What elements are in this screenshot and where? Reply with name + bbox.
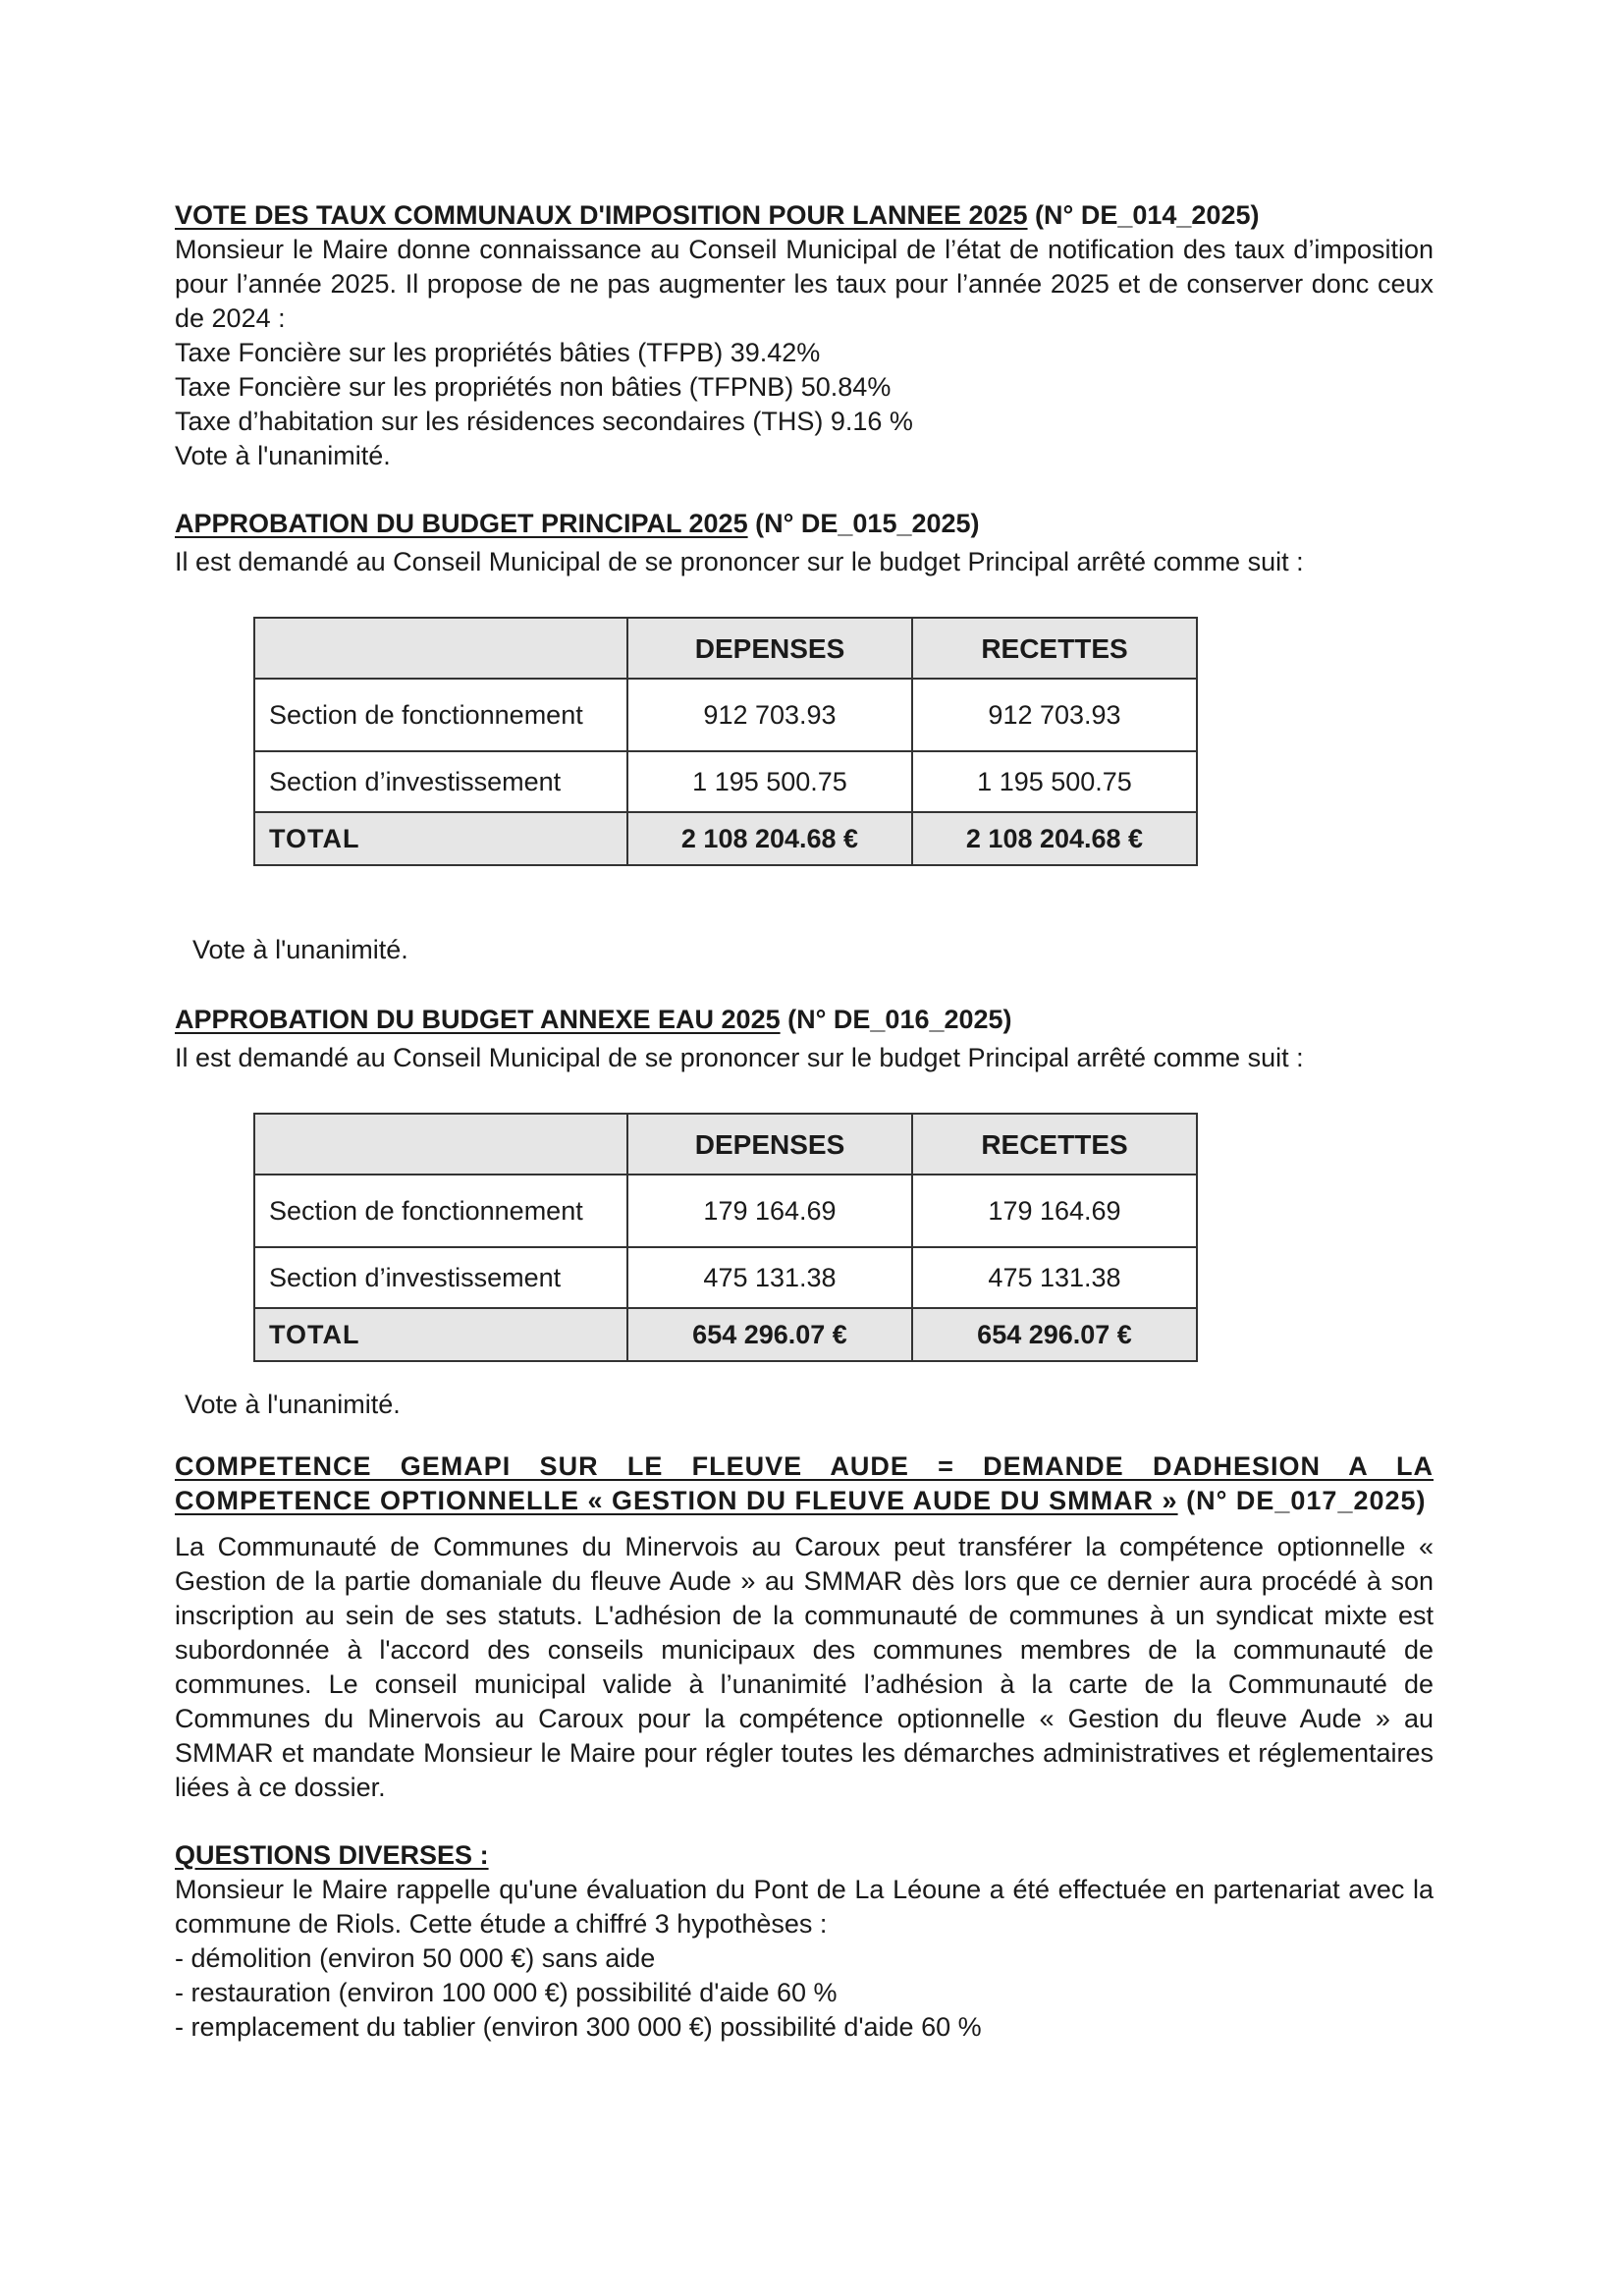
row-label: Section de fonctionnement <box>254 679 627 751</box>
section-questions-diverses <box>175 1838 1434 2045</box>
tax-line-ths: Taxe d’habitation sur les résidences secondaires (THS) 9.16 % <box>175 407 913 436</box>
header-blank-cell <box>254 618 627 679</box>
tax-line-tfpb: Taxe Foncière sur les propriétés bâties (TFPB) 39.42% <box>175 338 821 367</box>
row-depenses: 475 131.38 <box>627 1247 912 1308</box>
section-paragraph: Monsieur le Maire rappelle qu'une évaluation du Pont de La Léoune a été effectuée en partenariat avec la commune de Riols. Cette étude a chiffré 3 hypothèses : <box>175 1875 1434 1939</box>
total-label: TOTAL <box>254 1308 627 1361</box>
table-header-row <box>254 618 1197 679</box>
section-title-text: QUESTIONS DIVERSES : <box>175 1840 489 1870</box>
section-budget-annexe-eau <box>175 1003 1434 1422</box>
table-row <box>254 751 1197 812</box>
table-total-row <box>254 812 1197 865</box>
section-paragraph: Monsieur le Maire donne connaissance au Conseil Municipal de l’état de notification des taux d’imposition pour l’année 2025. Il propose de ne pas augmenter les taux pour l’année 2025 et de conserver donc ceux de 2024 : <box>175 235 1434 333</box>
deliberation-ref: (N° DE_015_2025) <box>747 509 980 538</box>
section-gemapi <box>175 1449 1434 1805</box>
total-depenses: 2 108 204.68 € <box>627 812 912 865</box>
section-title <box>175 1449 1434 1518</box>
deliberation-ref: (N° DE_014_2025) <box>1027 200 1260 230</box>
section-budget-principal <box>175 507 1434 967</box>
row-recettes: 1 195 500.75 <box>912 751 1197 812</box>
section-intro: Il est demandé au Conseil Municipal de se prononcer sur le budget Principal arrêté comme suit : <box>175 547 1304 576</box>
section-title-text: APPROBATION DU BUDGET ANNEXE EAU 2025 <box>175 1005 781 1034</box>
table-row <box>254 1247 1197 1308</box>
header-depenses: DEPENSES <box>627 1114 912 1175</box>
table-row <box>254 1175 1197 1247</box>
list-item: - restauration (environ 100 000 €) possibilité d'aide 60 % <box>175 1978 838 2007</box>
row-label: Section d’investissement <box>254 1247 627 1308</box>
section-taux-imposition <box>175 198 1434 473</box>
header-recettes: RECETTES <box>912 1114 1197 1175</box>
table-header-row <box>254 1114 1197 1175</box>
budget-table <box>253 617 1198 866</box>
section-title-text: APPROBATION DU BUDGET PRINCIPAL 2025 <box>175 509 748 538</box>
vote-text: Vote à l'unanimité. <box>175 441 391 470</box>
total-recettes: 2 108 204.68 € <box>912 812 1197 865</box>
row-depenses: 912 703.93 <box>627 679 912 751</box>
row-label: Section de fonctionnement <box>254 1175 627 1247</box>
deliberation-ref: (N° DE_016_2025) <box>780 1005 1012 1034</box>
section-title <box>175 1838 1434 1873</box>
section-paragraph: La Communauté de Communes du Minervois au Caroux peut transférer la compétence optionnelle « Gestion de la partie domaniale du fleuve Aude » au SMMAR dès lors que ce dernier aura procédé à son inscription au sein de ses statuts. L'adhésion de la communauté de communes à un syndicat mixte est subordonnée à l'accord des conseils municipaux des communes membres de la communauté de communes. Le conseil municipal valide à l’unanimité l’adhésion à la carte de la Communauté de Communes du Minervois au Caroux pour la compétence optionnelle « Gestion du fleuve Aude » au SMMAR et mandate Monsieur le Maire pour régler toutes les démarches administratives et réglementaires liées à ce dossier. <box>175 1532 1434 1802</box>
row-recettes: 179 164.69 <box>912 1175 1197 1247</box>
document-page <box>175 198 1434 2045</box>
total-recettes: 654 296.07 € <box>912 1308 1197 1361</box>
section-title <box>175 507 1434 541</box>
vote-text: Vote à l'unanimité. <box>185 1390 401 1419</box>
section-title <box>175 198 1434 233</box>
row-label: Section d’investissement <box>254 751 627 812</box>
row-depenses: 179 164.69 <box>627 1175 912 1247</box>
list-item: - remplacement du tablier (environ 300 000 €) possibilité d'aide 60 % <box>175 2012 982 2042</box>
total-depenses: 654 296.07 € <box>627 1308 912 1361</box>
table-row <box>254 679 1197 751</box>
header-blank-cell <box>254 1114 627 1175</box>
row-depenses: 1 195 500.75 <box>627 751 912 812</box>
list-item: - démolition (environ 50 000 €) sans aide <box>175 1943 656 1973</box>
total-label: TOTAL <box>254 812 627 865</box>
hypotheses-list <box>175 1941 1434 2045</box>
header-depenses: DEPENSES <box>627 618 912 679</box>
section-title-text: VOTE DES TAUX COMMUNAUX D'IMPOSITION POUR LANNEE 2025 <box>175 200 1028 230</box>
deliberation-ref: (N° DE_017_2025) <box>1177 1486 1427 1515</box>
section-title <box>175 1003 1434 1037</box>
table-total-row <box>254 1308 1197 1361</box>
section-intro: Il est demandé au Conseil Municipal de se prononcer sur le budget Principal arrêté comme suit : <box>175 1043 1304 1072</box>
row-recettes: 475 131.38 <box>912 1247 1197 1308</box>
budget-table <box>253 1113 1198 1362</box>
header-recettes: RECETTES <box>912 618 1197 679</box>
section-title-text: COMPETENCE GEMAPI SUR LE FLEUVE AUDE = DEMANDE DADHESION A LA COMPETENCE OPTIONNELLE « GESTION DU FLEUVE AUDE DU SMMAR » <box>175 1451 1434 1515</box>
tax-line-tfpnb: Taxe Foncière sur les propriétés non bâties (TFPNB) 50.84% <box>175 372 892 402</box>
vote-text: Vote à l'unanimité. <box>192 935 408 964</box>
row-recettes: 912 703.93 <box>912 679 1197 751</box>
